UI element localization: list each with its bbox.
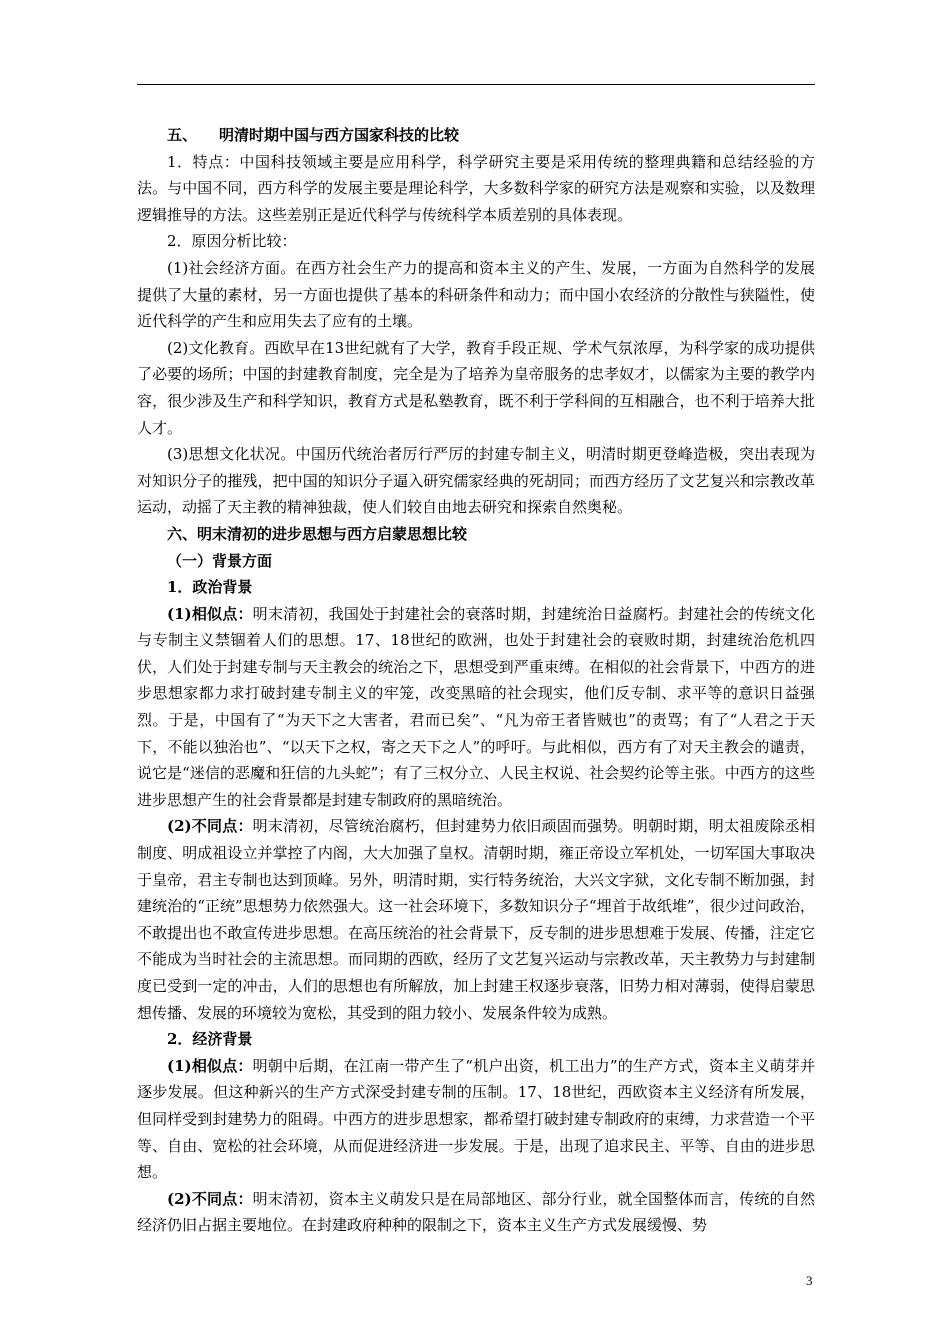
political-difference-paragraph [137,813,815,1026]
paragraph-economy: (1)社会经济方面。在西方社会生产力的提高和资本主义的产生、发展，一方面为自然科学的发展提供了大量的素材，另一方面也提供了基本的科研条件和动力；而中国小农经济的分散性与狭隘性，使近代科学的产生和应用失去了应有的土壤。 [137,258,815,331]
political-difference-text: 明末清初，尽管统治腐朽，但封建势力依旧顽固而强势。明朝时期，明太祖废除丞相制度、明成祖设立并掌控了内阁，大大加强了皇权。清朝时期，雍正帝设立军机处，一切军国大事取决于皇帝，君主专制也达到顶峰。另外，明清时期，实行特务统治，大兴文字狱，文化专制不断加强，封建统治的“正统”思想势力依然强大。这一社会环境下，多数知识分子“埋首于故纸堆”，很少过问政治，不敢提出也不敢宣传进步思想。在高压统治的社会背景下，反专制的进步思想难于发展、传播，注定它不能成为当时社会的主流思想。而同期的西欧，经历了文艺复兴运动与宗教改革，天主教势力与封建制度已受到一定的冲击，人们的思想也有所解放，加上封建王权逐步衰落，旧势力相对薄弱，使得启蒙思想传播、发展的环境较为宽松，其受到的阻力较小、发展条件较为成熟。 [137,817,815,1022]
economic-similarity-paragraph [137,1053,815,1186]
paragraph-reasons-heading: 2．原因分析比较： [167,232,297,251]
section-5-heading [137,122,815,149]
section-5-title: 明清时期中国与西方国家科技的比较 [219,126,460,144]
political-similarity-label: (1)相似点： [167,604,253,623]
political-similarity-text: 明末清初，我国处于封建社会的衰落时期，封建统治日益腐朽。封建社会的传统文化与专制主义禁锢着人们的思想。17、18世纪的欧洲，也处于封建社会的衰败时期，封建统治危机四伏，人们处于封建专制与天主教会的统治之下，思想受到严重束缚。在相似的社会背景下，中西方的进步思想家都力求打破封建专制主义的牢笼，改变黑暗的社会现实，他们反专制、求平等的意识日益强烈。于是，中国有了“为天下之大害者，君而已矣”、“凡为帝王者皆贼也”的责骂；有了“人君之于天下，不能以独治也”、“以天下之权，寄之天下之人”的呼吁。与此相似，西方有了对天主教会的谴责，说它是“迷信的恶魔和狂信的九头蛇”；有了三权分立、人民主权说、社会契约论等主张。中西方的这些进步思想产生的社会背景都是封建专制政府的黑暗统治。 [137,604,815,809]
header-rule [137,84,815,85]
paragraph-education: (2)文化教育。西欧早在13世纪就有了大学，教育手段正规、学术气氛浓厚，为科学家的成功提供了必要的场所；中国的封建教育制度，完全是为了培养为皇帝服务的忠孝奴才，以儒家为主要的教学内容，很少涉及生产和科学知识，教育方式是私塾教育，既不利于学科间的互相融合，也不利于培养大批人才。 [137,338,815,437]
subsection-background-heading: （一）背景方面 [167,551,273,570]
page-number: 3 [806,1273,813,1288]
section-6-heading: 六、明末清初的进步思想与西方启蒙思想比较 [167,524,468,543]
section-5-number: 五、 [167,126,198,144]
political-background-heading: 1．政治背景 [167,578,253,597]
political-difference-label: (2)不同点： [167,817,253,836]
economic-difference-paragraph [137,1186,815,1239]
political-similarity-paragraph [137,601,815,814]
economic-background-heading: 2．经济背景 [167,1030,253,1049]
economic-difference-text: 明末清初，资本主义萌发只是在局部地区、部分行业，就全国整体而言，传统的自然经济仍旧占据主要地位。在封建政府种种的限制之下，资本主义生产方式发展缓慢、势 [137,1189,815,1235]
economic-similarity-text: 明朝中后期，在江南一带产生了“机户出资，机工出力”的生产方式，资本主义萌芽并逐步发展。但这种新兴的生产方式深受封建专制的压制。17、18世纪，西欧资本主义经济有所发展，但同样受到封建势力的阻碍。中西方的进步思想家，都希望打破封建专制政府的束缚，力求营造一个平等、自由、宽松的社会环境，从而促进经济进一步发展。于是，出现了追求民主、平等、自由的进步思想。 [137,1056,815,1182]
paragraph-thought: (3)思想文化状况。中国历代统治者厉行严厉的封建专制主义，明清时期更登峰造极，突出表现为对知识分子的摧残，把中国的知识分子逼入研究儒家经典的死胡同；而西方经历了文艺复兴和宗教改革运动，动摇了天主教的精神独裁，使人们较自由地去研究和探索自然奥秘。 [137,445,815,517]
paragraph-features: 1．特点：中国科技领域主要是应用科学，科学研究主要是采用传统的整理典籍和总结经验的方法。与中国不同，西方科学的发展主要是理论科学，大多数科学家的研究方法是观察和实验，以及数理逻辑推导的方法。这些差别正是近代科学与传统科学本质差别的具体表现。 [137,152,815,224]
economic-difference-label: (2)不同点： [167,1189,253,1208]
economic-similarity-label: (1)相似点： [167,1056,253,1075]
document-body [137,122,815,1239]
